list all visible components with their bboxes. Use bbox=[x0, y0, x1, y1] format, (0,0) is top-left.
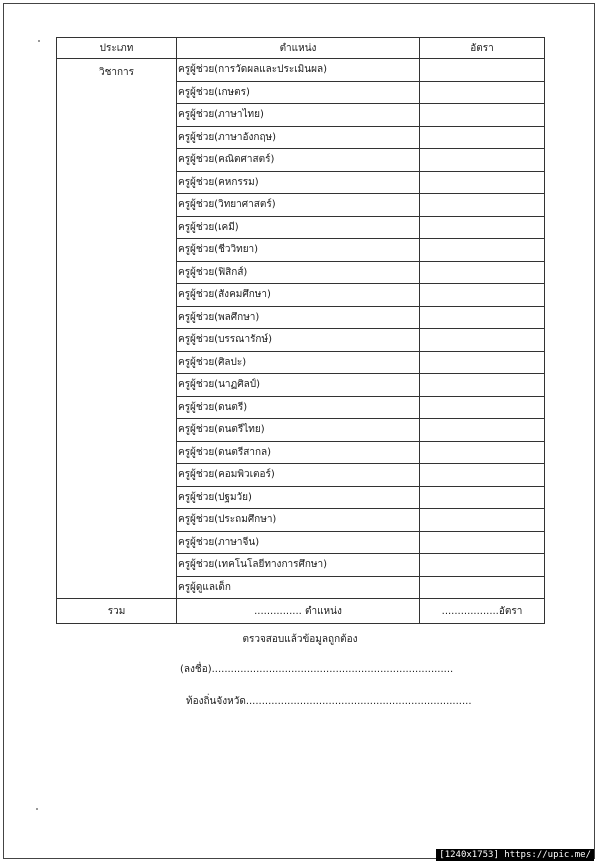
position-cell: ครูผู้ช่วย(เทคโนโลยีทางการศึกษา) bbox=[177, 554, 420, 577]
rate-cell[interactable] bbox=[420, 464, 545, 487]
signature-line: (ลงชื่อ)............................................................................ bbox=[180, 664, 454, 675]
category-cell: วิชาการ bbox=[57, 59, 177, 599]
position-cell: ครูผู้ช่วย(คหกรรม) bbox=[177, 171, 420, 194]
table-header-row bbox=[57, 38, 545, 59]
position-cell: ครูผู้ช่วย(ประถมศึกษา) bbox=[177, 509, 420, 532]
rate-cell[interactable] bbox=[420, 576, 545, 599]
rate-cell[interactable] bbox=[420, 149, 545, 172]
position-cell: ครูผู้ช่วย(การวัดผลและประเมินผล) bbox=[177, 59, 420, 82]
header-rate: อัตรา bbox=[420, 38, 545, 59]
table-body bbox=[57, 59, 545, 624]
scan-speck bbox=[36, 808, 38, 810]
position-cell: ครูผู้ช่วย(เกษตร) bbox=[177, 81, 420, 104]
province-official-line: ท้องถิ่นจังหวัด....................................................................... bbox=[186, 696, 472, 707]
rate-cell[interactable] bbox=[420, 351, 545, 374]
position-cell: ครูผู้ช่วย(นาฏศิลป์) bbox=[177, 374, 420, 397]
position-cell: ครูผู้ช่วย(ดนตรีสากล) bbox=[177, 441, 420, 464]
rate-cell[interactable] bbox=[420, 104, 545, 127]
position-cell: ครูผู้ช่วย(ภาษาอังกฤษ) bbox=[177, 126, 420, 149]
rate-cell[interactable] bbox=[420, 171, 545, 194]
position-cell: ครูผู้ช่วย(เคมี) bbox=[177, 216, 420, 239]
rate-cell[interactable] bbox=[420, 531, 545, 554]
position-cell: ครูผู้ช่วย(คอมพิวเตอร์) bbox=[177, 464, 420, 487]
rate-cell[interactable] bbox=[420, 441, 545, 464]
total-row bbox=[57, 599, 545, 624]
staffing-table bbox=[56, 37, 545, 624]
rate-cell[interactable] bbox=[420, 396, 545, 419]
rate-cell[interactable] bbox=[420, 194, 545, 217]
position-cell: ครูผู้ช่วย(พลศึกษา) bbox=[177, 306, 420, 329]
header-position: ตำแหน่ง bbox=[177, 38, 420, 59]
rate-cell[interactable] bbox=[420, 419, 545, 442]
table-row bbox=[57, 59, 545, 82]
rate-cell[interactable] bbox=[420, 554, 545, 577]
rate-cell[interactable] bbox=[420, 261, 545, 284]
rate-cell[interactable] bbox=[420, 126, 545, 149]
rate-cell[interactable] bbox=[420, 239, 545, 262]
total-label: รวม bbox=[57, 599, 177, 624]
header-type: ประเภท bbox=[57, 38, 177, 59]
position-cell: ครูผู้ช่วย(ชีววิทยา) bbox=[177, 239, 420, 262]
position-cell: ครูผู้ช่วย(ดนตรี) bbox=[177, 396, 420, 419]
rate-cell[interactable] bbox=[420, 306, 545, 329]
rate-cell[interactable] bbox=[420, 486, 545, 509]
verified-statement: ตรวจสอบแล้วข้อมูลถูกต้อง bbox=[242, 634, 358, 645]
position-cell: ครูผู้ช่วย(ภาษาไทย) bbox=[177, 104, 420, 127]
image-size-watermark: [1240x1753] https://upic.me/ bbox=[436, 849, 594, 861]
position-cell: ครูผู้ช่วย(สังคมศึกษา) bbox=[177, 284, 420, 307]
rate-cell[interactable] bbox=[420, 59, 545, 82]
rate-cell[interactable] bbox=[420, 81, 545, 104]
scan-speck bbox=[38, 40, 40, 42]
position-cell: ครูผู้ช่วย(บรรณารักษ์) bbox=[177, 329, 420, 352]
position-cell: ครูผู้ช่วย(วิทยาศาสตร์) bbox=[177, 194, 420, 217]
rate-cell[interactable] bbox=[420, 216, 545, 239]
rate-cell[interactable] bbox=[420, 509, 545, 532]
position-cell: ครูผู้ช่วย(ดนตรีไทย) bbox=[177, 419, 420, 442]
total-position-count: ............... ตำแหน่ง bbox=[177, 599, 420, 624]
rate-cell[interactable] bbox=[420, 374, 545, 397]
position-cell: ครูผู้ดูแลเด็ก bbox=[177, 576, 420, 599]
position-cell: ครูผู้ช่วย(ศิลปะ) bbox=[177, 351, 420, 374]
rate-cell[interactable] bbox=[420, 284, 545, 307]
position-cell: ครูผู้ช่วย(ฟิสิกส์) bbox=[177, 261, 420, 284]
total-rate-count: ..................อัตรา bbox=[420, 599, 545, 624]
rate-cell[interactable] bbox=[420, 329, 545, 352]
position-cell: ครูผู้ช่วย(ภาษาจีน) bbox=[177, 531, 420, 554]
position-cell: ครูผู้ช่วย(คณิตศาสตร์) bbox=[177, 149, 420, 172]
position-cell: ครูผู้ช่วย(ปฐมวัย) bbox=[177, 486, 420, 509]
